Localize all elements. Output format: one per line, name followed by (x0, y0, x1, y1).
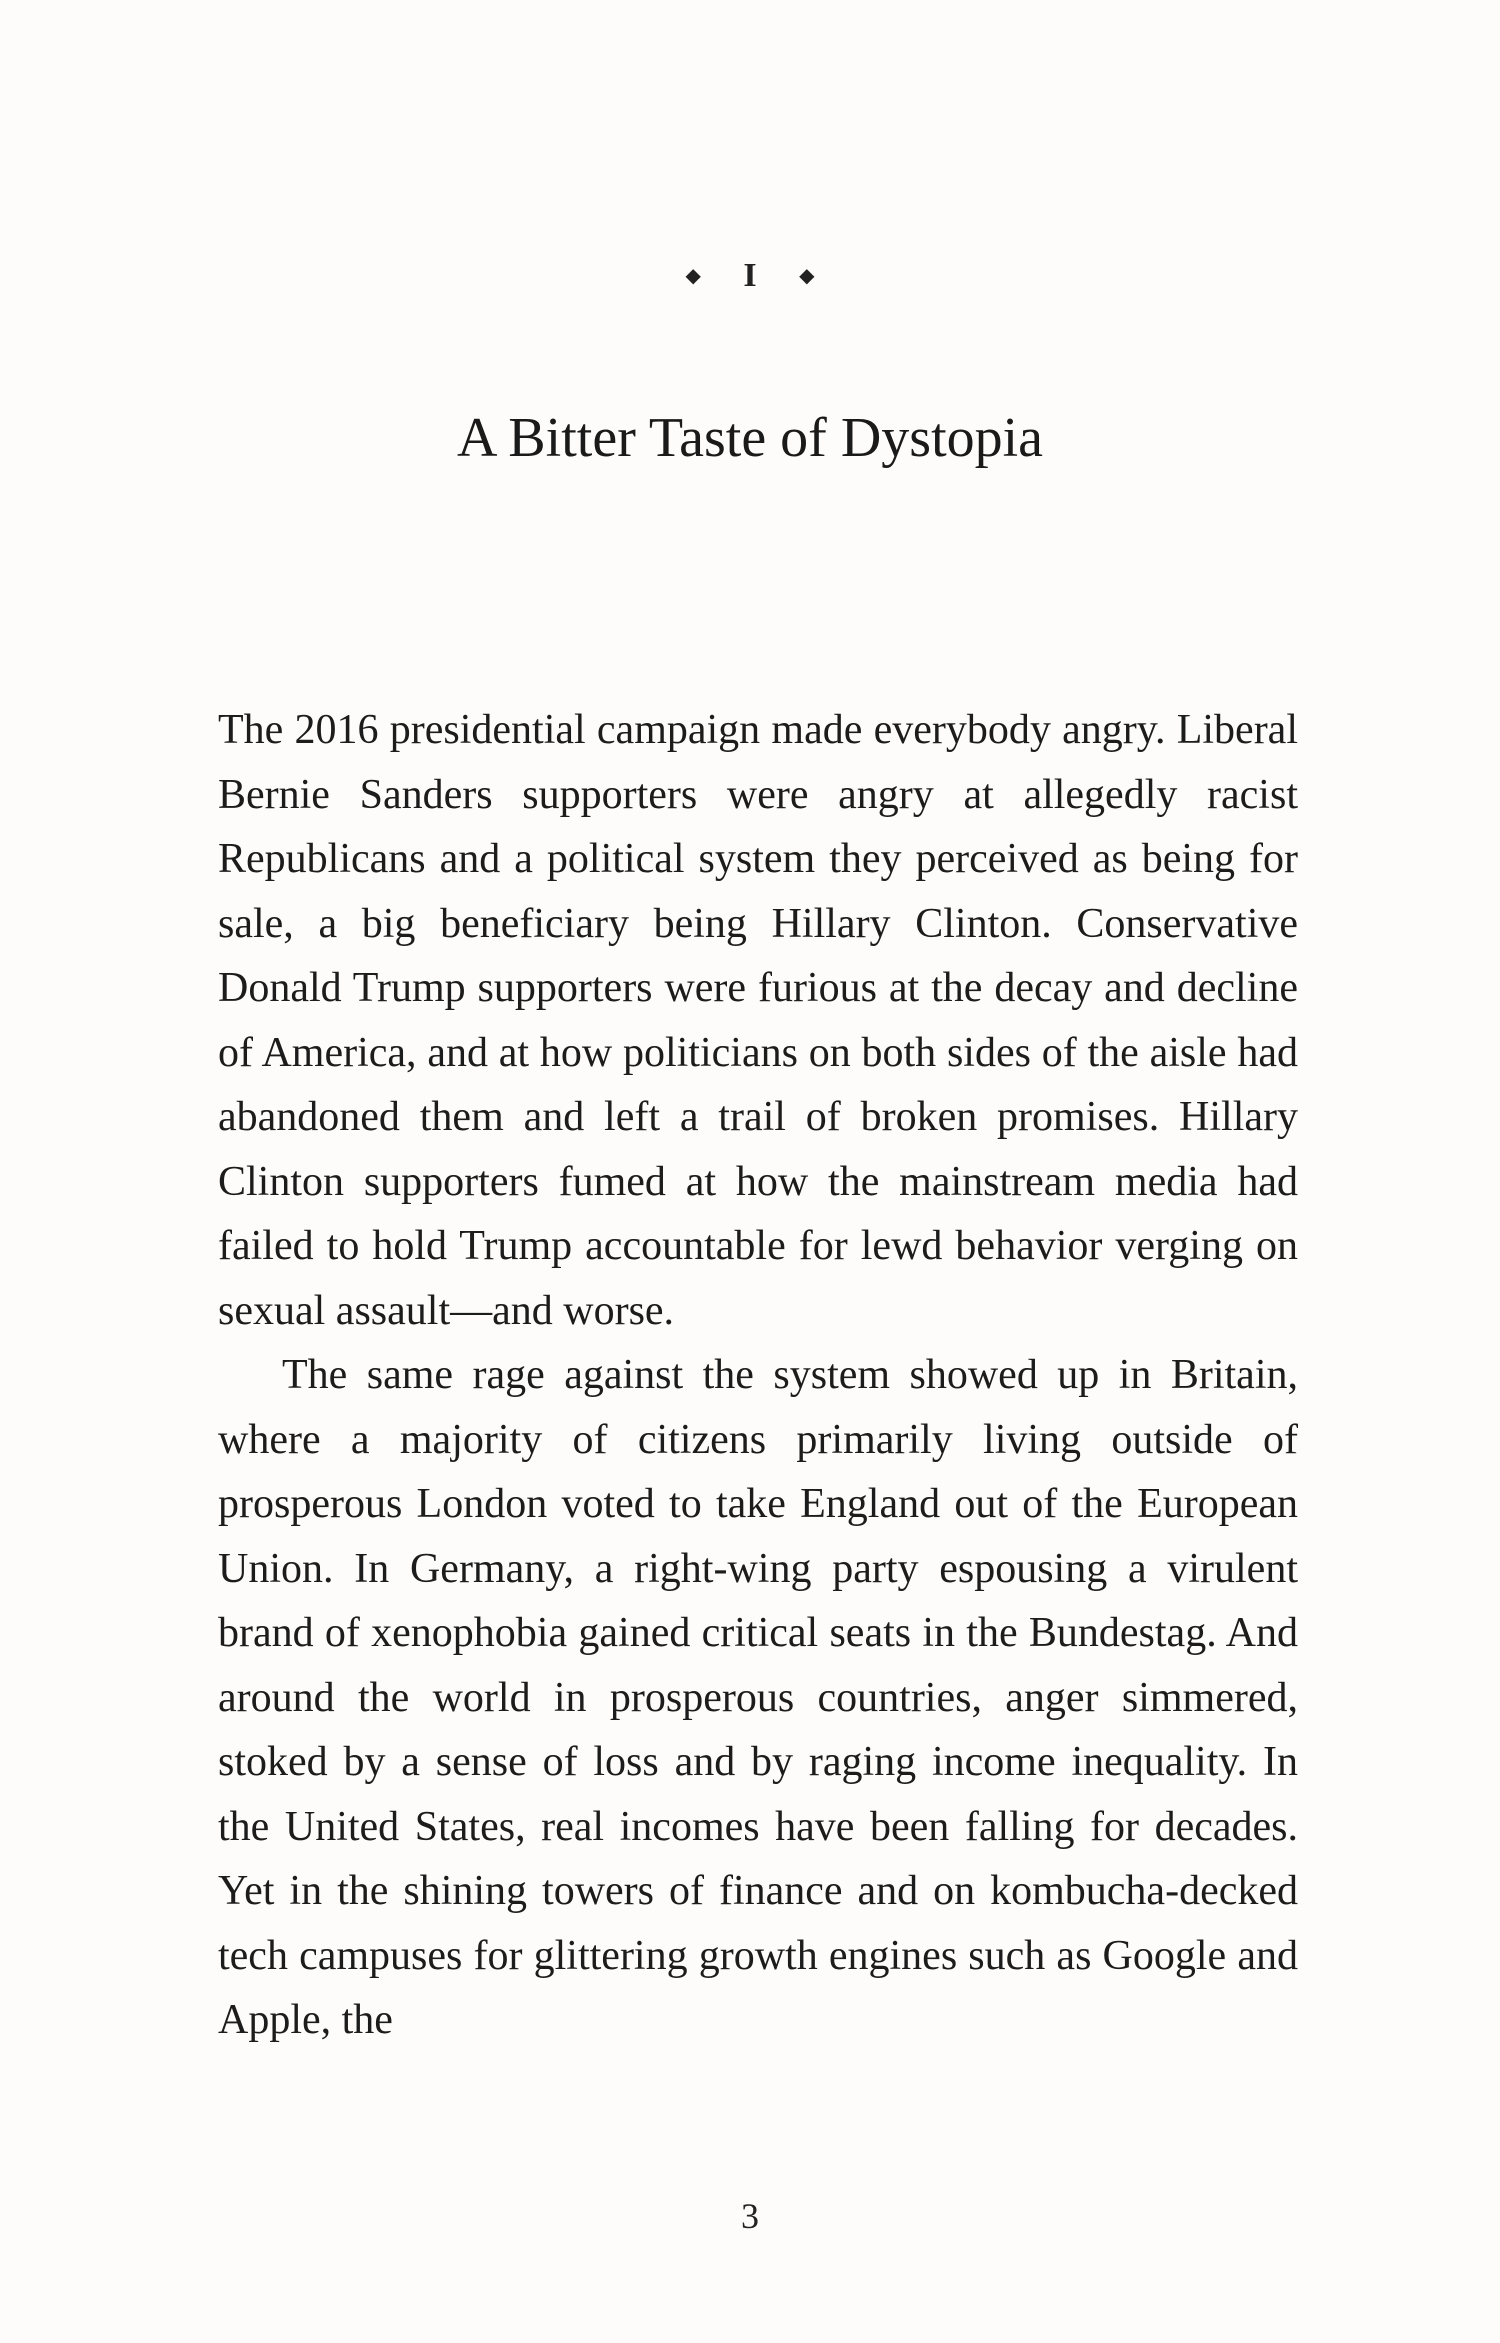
diamond-ornament-right-icon: ◆ (799, 265, 815, 288)
chapter-numeral: I (743, 257, 757, 295)
paragraph-2: The same rage against the system showed up in Britain, where a majority of citizens primarily living outside of prosperous London voted to take England out of the European Union. In Germany, a right-wing party espousing a virulent brand of xenophobia gained critical seats in the Bundestag. And around the world in prosperous countries, anger simmered, stoked by a sense of loss and by raging income inequality. In the United States, real incomes have been falling for decades. Yet in the shining towers of finance and on kombucha-decked tech campuses for glittering growth engines such as Google and Apple, the (218, 1352, 1298, 2043)
chapter-title: A Bitter Taste of Dystopia (456, 407, 1044, 469)
diamond-ornament-left-icon: ◆ (685, 265, 701, 288)
body-text (218, 698, 1298, 2053)
paragraph-1: The 2016 presidential campaign made everybody angry. Liberal Bernie Sanders supporters were angry at allegedly racist Republicans and a political system they perceived as being for sale, a big beneficiary being Hillary Clinton. Conservative Donald Trump supporters were furious at the decay and decline of America, and at how politicians on both sides of the aisle had abandoned them and left a trail of broken promises. Hillary Clinton supporters fumed at how the mainstream media had failed to hold Trump accountable for lewd behavior verging on sexual assault—and worse. (218, 707, 1298, 1334)
page-number: 3 (741, 2196, 759, 2236)
chapter-marker (0, 254, 1500, 296)
